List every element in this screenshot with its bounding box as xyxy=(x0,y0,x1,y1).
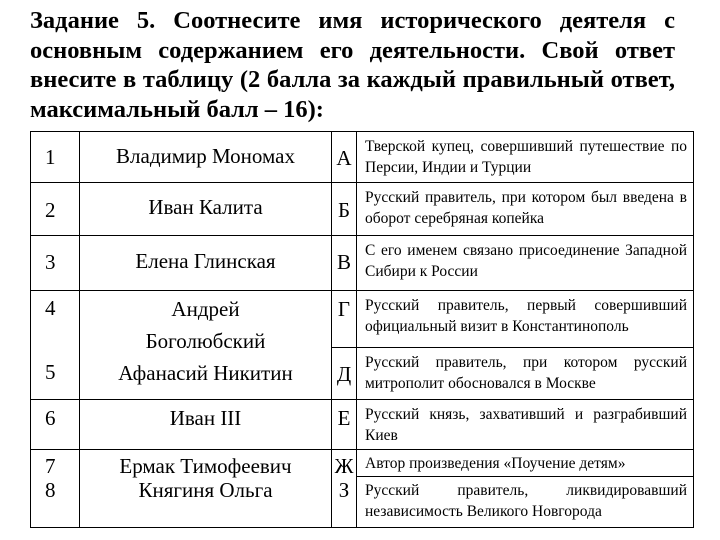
answer-letter xyxy=(332,132,357,183)
activity-description-b: Русский правитель, при котором был введена в оборот серебряная копейка xyxy=(365,189,687,227)
activity-description-g: Русский правитель, первый совершивший официальный визит в Константинополь xyxy=(365,297,687,335)
activity-description-d: Русский правитель, при котором русский митрополит обосновался в Москве xyxy=(365,354,687,392)
figure-name-6: Иван III xyxy=(169,406,242,430)
figure-name-2: Иван Калита xyxy=(148,195,263,219)
figure-name-1: Владимир Мономах xyxy=(116,144,295,168)
activity-description xyxy=(357,477,694,528)
activity-description-a: Тверской купец, совершивший путешествие по Персии, Индии и Турции xyxy=(365,138,687,176)
activity-description xyxy=(357,348,694,400)
activity-description xyxy=(357,400,694,450)
figure-name xyxy=(80,236,332,291)
row-number-7: 7 xyxy=(45,454,56,478)
activity-description-v: С его именем связано присоединение Западной Сибири к России xyxy=(365,242,687,280)
figure-name xyxy=(80,132,332,183)
answer-letter-zh: Ж xyxy=(334,454,354,478)
row-number-4: 4 xyxy=(45,296,56,320)
task-heading: Задание 5. Соотнесите имя исторического деятеля с основным содержанием его деятельности. Свой ответ внесите в таблицу (2 балла за каждый правильный ответ, максимальный балл – 16): xyxy=(30,7,675,123)
answer-letter xyxy=(332,291,357,348)
row-number-8: 8 xyxy=(45,478,56,502)
activity-description xyxy=(357,291,694,348)
row-number xyxy=(31,400,80,450)
answer-letter-z: З xyxy=(338,478,350,502)
figure-name-4: Андрей Боголюбский xyxy=(145,297,266,353)
activity-description xyxy=(357,450,694,477)
answer-letter-v: В xyxy=(336,250,351,274)
answer-letter-e: Е xyxy=(337,406,351,430)
activity-description-zh: Автор произведения «Поучение детям» xyxy=(365,455,626,472)
row-number xyxy=(31,450,80,528)
answer-letter-a: А xyxy=(336,146,352,170)
figure-name-3: Елена Глинская xyxy=(135,249,276,273)
activity-description-z: Русский правитель, ликвидировавший независимость Великого Новгорода xyxy=(365,482,687,520)
row-number xyxy=(31,236,80,291)
row-number xyxy=(31,183,80,236)
row-number-5: 5 xyxy=(45,360,56,384)
figure-name xyxy=(80,183,332,236)
row-number xyxy=(31,132,80,183)
row-number-1: 1 xyxy=(45,145,56,169)
figure-name xyxy=(80,400,332,450)
matching-table xyxy=(30,131,694,528)
activity-description xyxy=(357,183,694,236)
figure-name xyxy=(80,291,332,400)
activity-description xyxy=(357,236,694,291)
answer-letter xyxy=(332,183,357,236)
answer-letter xyxy=(332,400,357,450)
activity-description-e: Русский князь, захвативший и разграбивший Киев xyxy=(365,406,687,444)
row-number-6: 6 xyxy=(45,406,56,430)
answer-letter xyxy=(332,236,357,291)
row-number-2: 2 xyxy=(45,198,56,222)
answer-letter-b: Б xyxy=(337,198,351,222)
activity-description xyxy=(357,132,694,183)
row-number xyxy=(31,291,80,400)
figure-name-7: Ермак Тимофеевич xyxy=(119,454,292,478)
figure-name xyxy=(80,450,332,528)
figure-name-8: Княгиня Ольга xyxy=(138,478,273,502)
row-number-3: 3 xyxy=(45,250,56,274)
answer-letter xyxy=(332,348,357,400)
answer-letter-d: Д xyxy=(336,362,352,386)
figure-name-5: Афанасий Никитин xyxy=(118,361,293,385)
answer-letter-g: Г xyxy=(337,297,351,321)
answer-letter xyxy=(332,450,357,528)
